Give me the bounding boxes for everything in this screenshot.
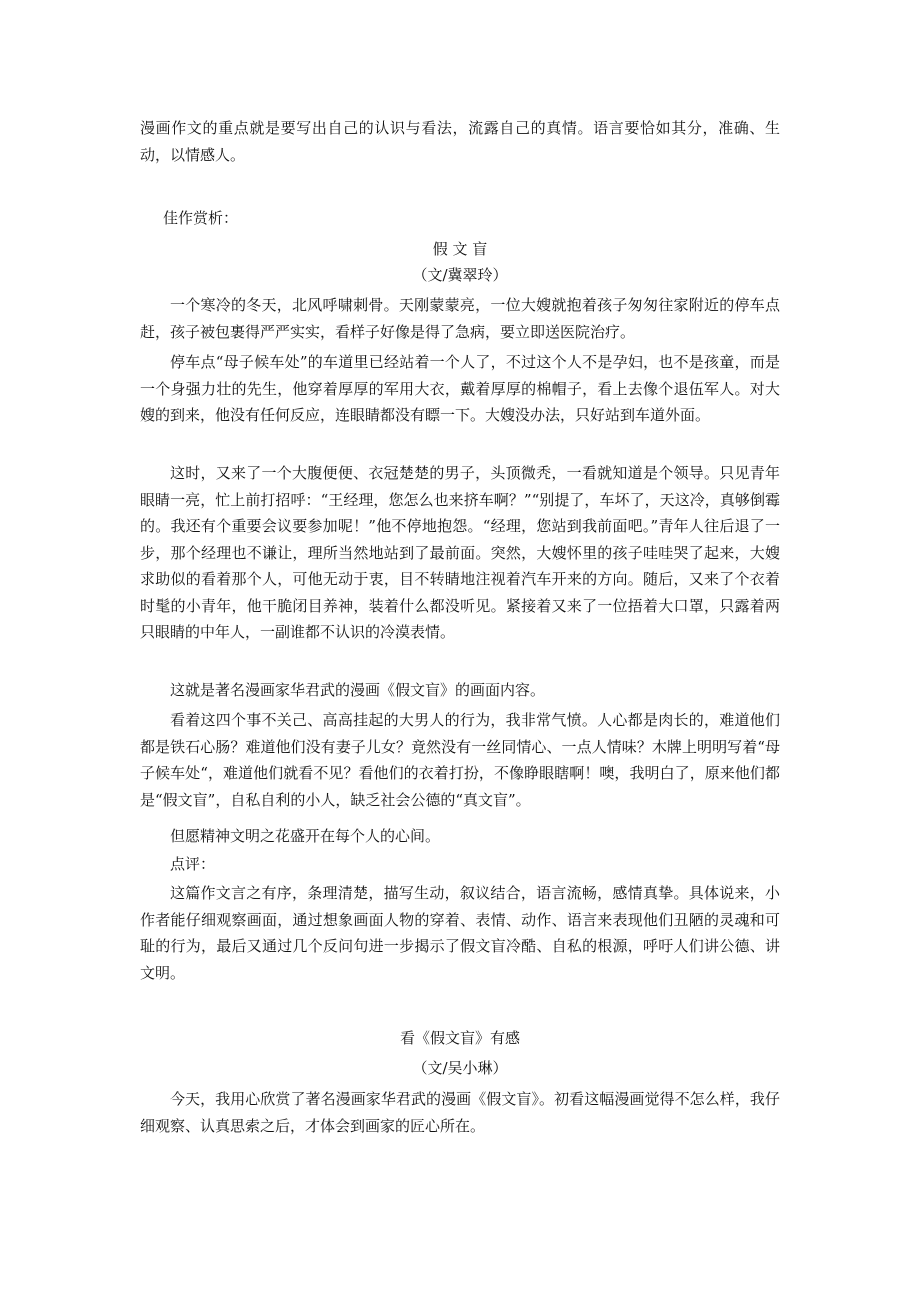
- essay2-author: （文/吴小琳）: [412, 1059, 508, 1077]
- essay1-paragraph-3: 这时，又来了一个大腹便便、衣冠楚楚的男子，头顶微秃，一看就知道是个领导。只见青年眼睛一亮，忙上前打招呼：“王经理，您怎么也来挤车啊？”“别提了，车坏了，天这冷，真够倒霉的。我还有个重要会议要参加呢！”他不停地抱怨。“经理，您站到我前面吧。”青年人往后退了一步，那个经理也不谦让，理所当然地站到了最前面。突然，大嫂怀里的孩子哇哇哭了起来，大嫂求助似的看着那个人，可他无动于衷，目不转睛地注视着汽车开来的方向。随后，又来了个衣着时髦的小青年，他干脆闭目养神，装着什么都没听见。紧接着又来了一位捂着大口罩，只露着两只眼睛的中年人，一副谁都不认识的冷漠表情。: [140, 464, 780, 641]
- section-label: 佳作赏析：: [163, 209, 239, 227]
- comment-label: 点评：: [170, 855, 216, 873]
- essay1-author: （文/冀翠玲）: [412, 266, 508, 284]
- intro-paragraph: 漫画作文的重点就是要写出自己的认识与看法，流露自己的真情。语言要恰如其分，准确、生动，以情感人。: [140, 119, 780, 164]
- essay1-paragraph-4: 这就是著名漫画家华君武的漫画《假文盲》的画面内容。: [170, 681, 546, 699]
- essay1-paragraph-2: 停车点“母子候车处”的车道里已经站着一个人了，不过这个人不是孕妇，也不是孩童，而是一个身强力壮的先生，他穿着厚厚的军用大衣，戴着厚厚的棉帽子，看上去像个退伍军人。对大嫂的到来，他没有任何反应，连眼睛都没有瞟一下。大嫂没办法，只好站到车道外面。: [140, 353, 780, 424]
- essay1-paragraph-6: 但愿精神文明之花盛开在每个人的心间。: [170, 827, 441, 845]
- comment-paragraph: 这篇作文言之有序，条理清楚，描写生动，叙议结合，语言流畅，感情真挚。具体说来，小作者能仔细观察画面，通过想象画面人物的穿着、表情、动作、语言来表现他们丑陋的灵魂和可耻的行为，最后又通过几个反问句进一步揭示了假文盲冷酷、自私的根源，呼吁人们讲公德、讲文明。: [140, 884, 780, 982]
- essay1-paragraph-5: 看着这四个事不关己、高高挂起的大男人的行为，我非常气愤。人心都是肉长的，难道他们都是铁石心肠？难道他们没有妻子儿女？竟然没有一丝同情心、一点人情味？木牌上明明写着“母子候车处“，难道他们就看不见？看他们的衣着打扮，不像睁眼瞎啊！噢，我明白了，原来他们都是“假文盲”，自私自利的小人，缺乏社会公德的“真文盲”。: [140, 711, 780, 809]
- essay1-paragraph-1: 一个寒冷的冬天，北风呼啸刺骨。天刚蒙蒙亮，一位大嫂就抱着孩子匆匆往家附近的停车点赶，孩子被包裹得严严实实，看样子好像是得了急病，要立即送医院治疗。: [140, 296, 780, 341]
- essay2-paragraph-1: 今天，我用心欣赏了著名漫画家华君武的漫画《假文盲》。初看这幅漫画觉得不怎么样，我仔细观察、认真思索之后，才体会到画家的匠心所在。: [140, 1090, 780, 1135]
- essay1-title: 假 文 盲: [432, 240, 488, 258]
- essay2-title: 看《假文盲》有感: [399, 1029, 520, 1047]
